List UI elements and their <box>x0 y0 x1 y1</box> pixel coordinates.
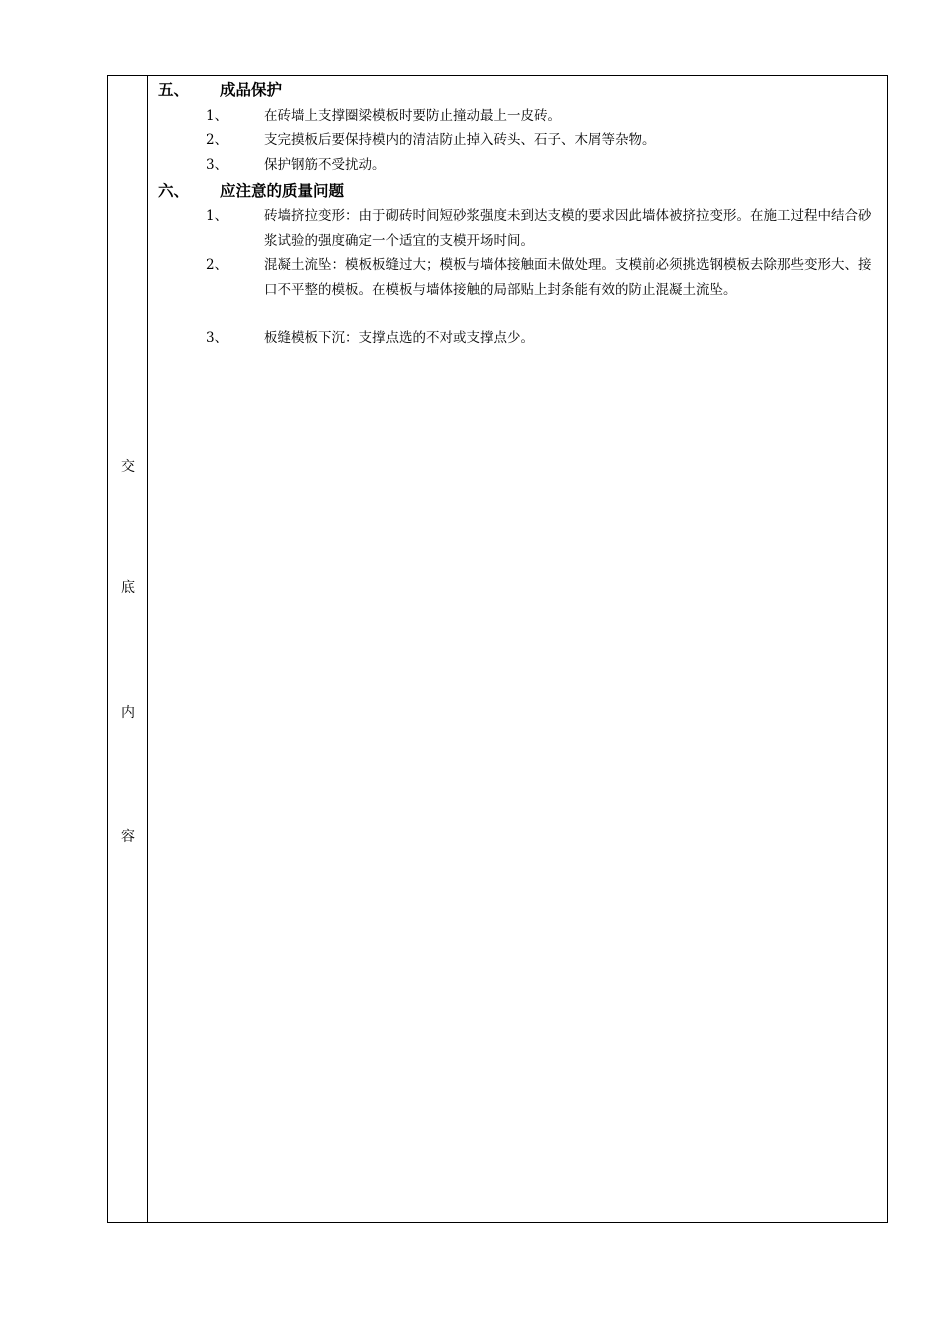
label-char-3: 内 <box>121 705 135 721</box>
disclosure-table <box>107 75 888 1223</box>
section-title: 应注意的质量问题 <box>220 182 345 200</box>
label-char-1: 交 <box>121 459 135 475</box>
list-item <box>206 128 879 153</box>
section-heading-5 <box>158 80 282 100</box>
list-item <box>206 204 879 253</box>
section-title: 成品保护 <box>220 81 283 99</box>
item-text: 砖墙挤拉变形：由于砌砖时间短砂浆强度未到达支模的要求因此墙体被挤拉变形。在施工过程中结合砂浆试验的强度确定一个适宜的支模开场时间。 <box>264 208 872 249</box>
item-text: 板缝模板下沉：支撑点选的不对或支撑点少。 <box>264 330 534 346</box>
item-text: 混凝土流坠：模板板缝过大；模板与墙体接触面未做处理。支模前必须挑选钢模板去除那些变形大、接口不平整的模板。在模板与墙体接触的局部贴上封条能有效的防止混凝土流坠。 <box>264 257 872 298</box>
item-number: 2、 <box>206 257 229 273</box>
list-item <box>206 326 879 351</box>
content-cell <box>148 76 887 1222</box>
label-char-2: 底 <box>121 580 135 596</box>
item-number: 1、 <box>206 208 229 224</box>
item-text: 支完摸板后要保持模内的清洁防止掉入砖头、石子、木屑等杂物。 <box>264 132 656 148</box>
section-heading-6 <box>158 181 344 201</box>
item-number: 3、 <box>206 157 229 173</box>
label-column <box>108 76 148 1222</box>
list-item <box>206 253 879 302</box>
item-number: 1、 <box>206 108 229 124</box>
item-number: 3、 <box>206 330 229 346</box>
list-item <box>206 153 879 178</box>
item-text: 在砖墙上支撑圈梁模板时要防止撞动最上一皮砖。 <box>264 108 561 124</box>
item-text: 保护钢筋不受扰动。 <box>264 157 386 173</box>
label-char-4: 容 <box>121 829 135 845</box>
section-number: 五、 <box>158 81 190 99</box>
list-item <box>206 104 879 129</box>
section-number: 六、 <box>158 182 190 200</box>
item-number: 2、 <box>206 132 229 148</box>
